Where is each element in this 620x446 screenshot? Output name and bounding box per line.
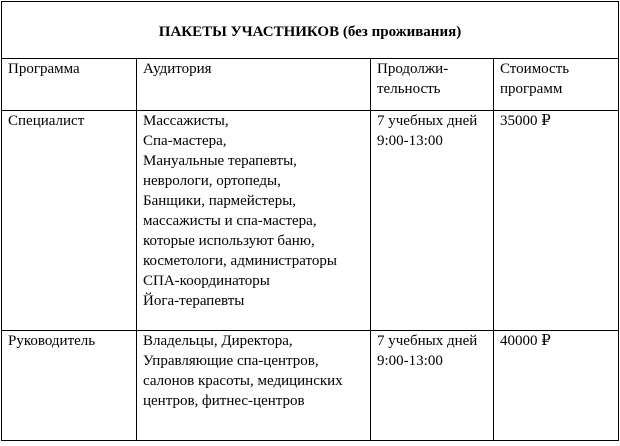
title-row [2,2,619,59]
duration-cell [371,111,494,331]
audience-line: Спа-мастера, [143,133,227,149]
audience-line: которые используют баню, [143,233,315,249]
audience-line: неврологи, ортопеды, [143,173,281,189]
audience-line: косметологи, администраторы [143,253,337,269]
table-row-specialist [2,111,619,331]
audience-cell [137,111,371,331]
program-cell: Руководитель [2,331,137,441]
audience-line: Мануальные терапевты, [143,153,297,169]
header-duration-line: тельность [377,81,441,97]
audience-line: Массажисты, [143,113,229,129]
cost-cell: 35000 ₽ [494,111,619,331]
duration-days: 7 учебных дней [377,113,478,129]
table-row-leader [2,331,619,441]
header-audience: Аудитория [137,59,371,111]
header-duration [371,59,494,111]
audience-line: массажисты и спа-мастера, [143,213,317,229]
duration-hours: 9:00-13:00 [377,353,443,369]
table-title: ПАКЕТЫ УЧАСТНИКОВ (без проживания) [2,2,619,59]
header-duration-line: Продолжи- [377,61,449,77]
cost-cell: 40000 ₽ [494,331,619,441]
audience-line: Управляющие спа-центров, [143,353,319,369]
duration-hours: 9:00-13:00 [377,133,443,149]
header-cost-line: Стоимость [500,61,570,77]
packages-table [1,1,619,441]
audience-line: СПА-координаторы [143,273,270,289]
duration-cell [371,331,494,441]
audience-line: центров, фитнес-центров [143,393,305,409]
audience-cell [137,331,371,441]
header-cost-line: программ [500,81,563,97]
program-cell: Специалист [2,111,137,331]
header-row [2,59,619,111]
header-cost [494,59,619,111]
audience-line: салонов красоты, медицинских [143,373,343,389]
duration-days: 7 учебных дней [377,333,478,349]
audience-line: Йога-терапевты [143,293,245,309]
audience-line: Банщики, пармейстеры, [143,193,297,209]
audience-line: Владельцы, Директора, [143,333,293,349]
header-program: Программа [2,59,137,111]
